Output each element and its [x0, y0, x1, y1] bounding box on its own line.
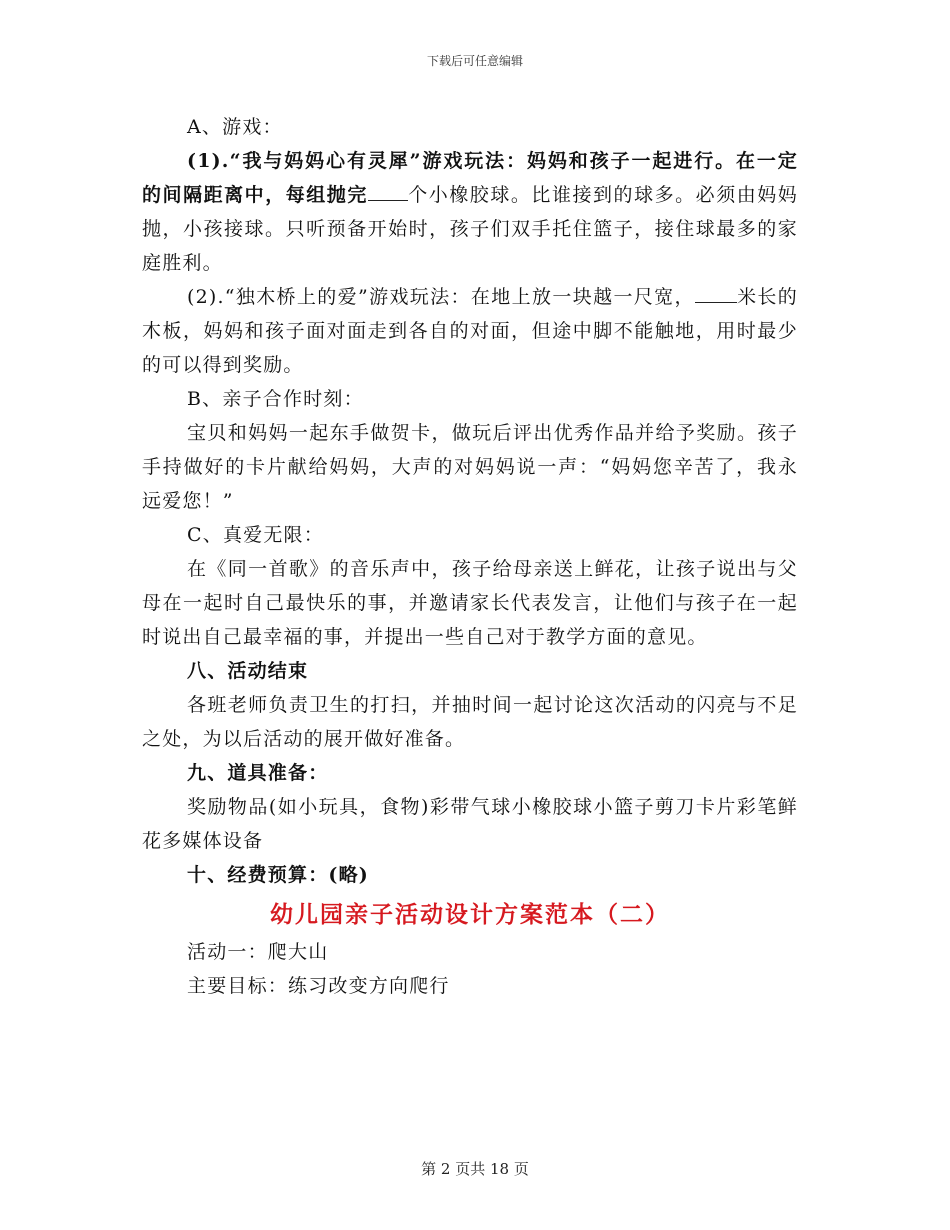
page-footer: 第 2 页共 18 页	[421, 1160, 529, 1178]
game2-text-after: 米长的木板，妈妈和孩子面对面走到各自的对面，但途中脚不能触地，用时最少的可以得到奖励。	[142, 286, 798, 376]
game2-paragraph	[142, 280, 798, 382]
section-c-text: 在《同一首歌》的音乐声中，孩子给母亲送上鲜花，让孩子说出与父母在一起时自己最快乐的事，并邀请家长代表发言，让他们与孩子在一起时说出自己最幸福的事，并提出一些自己对于教学方面的意见。	[142, 558, 798, 648]
section-8-heading: 八、活动结束	[187, 660, 309, 682]
document-body	[142, 110, 798, 1003]
section-8-text: 各班老师负责卫生的打扫，并抽时间一起讨论这次活动的闪亮与不足之处，为以后活动的展开做好准备。	[142, 694, 798, 750]
game1-blank	[368, 182, 408, 201]
section-b-text: 宝贝和妈妈一起东手做贺卡，做玩后评出优秀作品并给予奖励。孩子手持做好的卡片献给妈妈，大声的对妈妈说一声：“妈妈您辛苦了，我永远爱您！”	[142, 422, 798, 512]
game1-text-after: 个小橡胶球。比谁接到的球多。必须由妈妈抛，小孩接球。只听预备开始时，孩子们双手托住篮子，接住球最多的家庭胜利。	[142, 184, 798, 274]
game1-text-before: (1).“我与妈妈心有灵犀”游戏玩法：妈妈和孩子一起进行。在一定的间隔距离中，每组抛完	[142, 150, 798, 206]
section-9-heading: 九、道具准备：	[187, 762, 329, 784]
section-c-heading: C、真爱无限：	[187, 524, 324, 546]
game1-paragraph	[142, 144, 798, 280]
section-10-heading: 十、经费预算：(略)	[187, 864, 369, 886]
document-title-2: 幼儿园亲子活动设计方案范本（二）	[270, 901, 670, 928]
section-9-text: 奖励物品(如小玩具，食物)彩带气球小橡胶球小篮子剪刀卡片彩笔鲜花多媒体设备	[142, 796, 798, 852]
activity-goal: 主要目标：练习改变方向爬行	[187, 975, 450, 997]
game2-blank	[695, 284, 737, 303]
section-b-heading: B、亲子合作时刻：	[187, 388, 364, 410]
game2-text-before: (2).“独木桥上的爱”游戏玩法：在地上放一块越一尺宽，	[187, 286, 695, 308]
activity-1-heading: 活动一：爬大山	[187, 941, 329, 963]
page-header: 下载后可任意编辑	[426, 54, 523, 68]
section-a-heading: A、游戏：	[187, 116, 283, 138]
